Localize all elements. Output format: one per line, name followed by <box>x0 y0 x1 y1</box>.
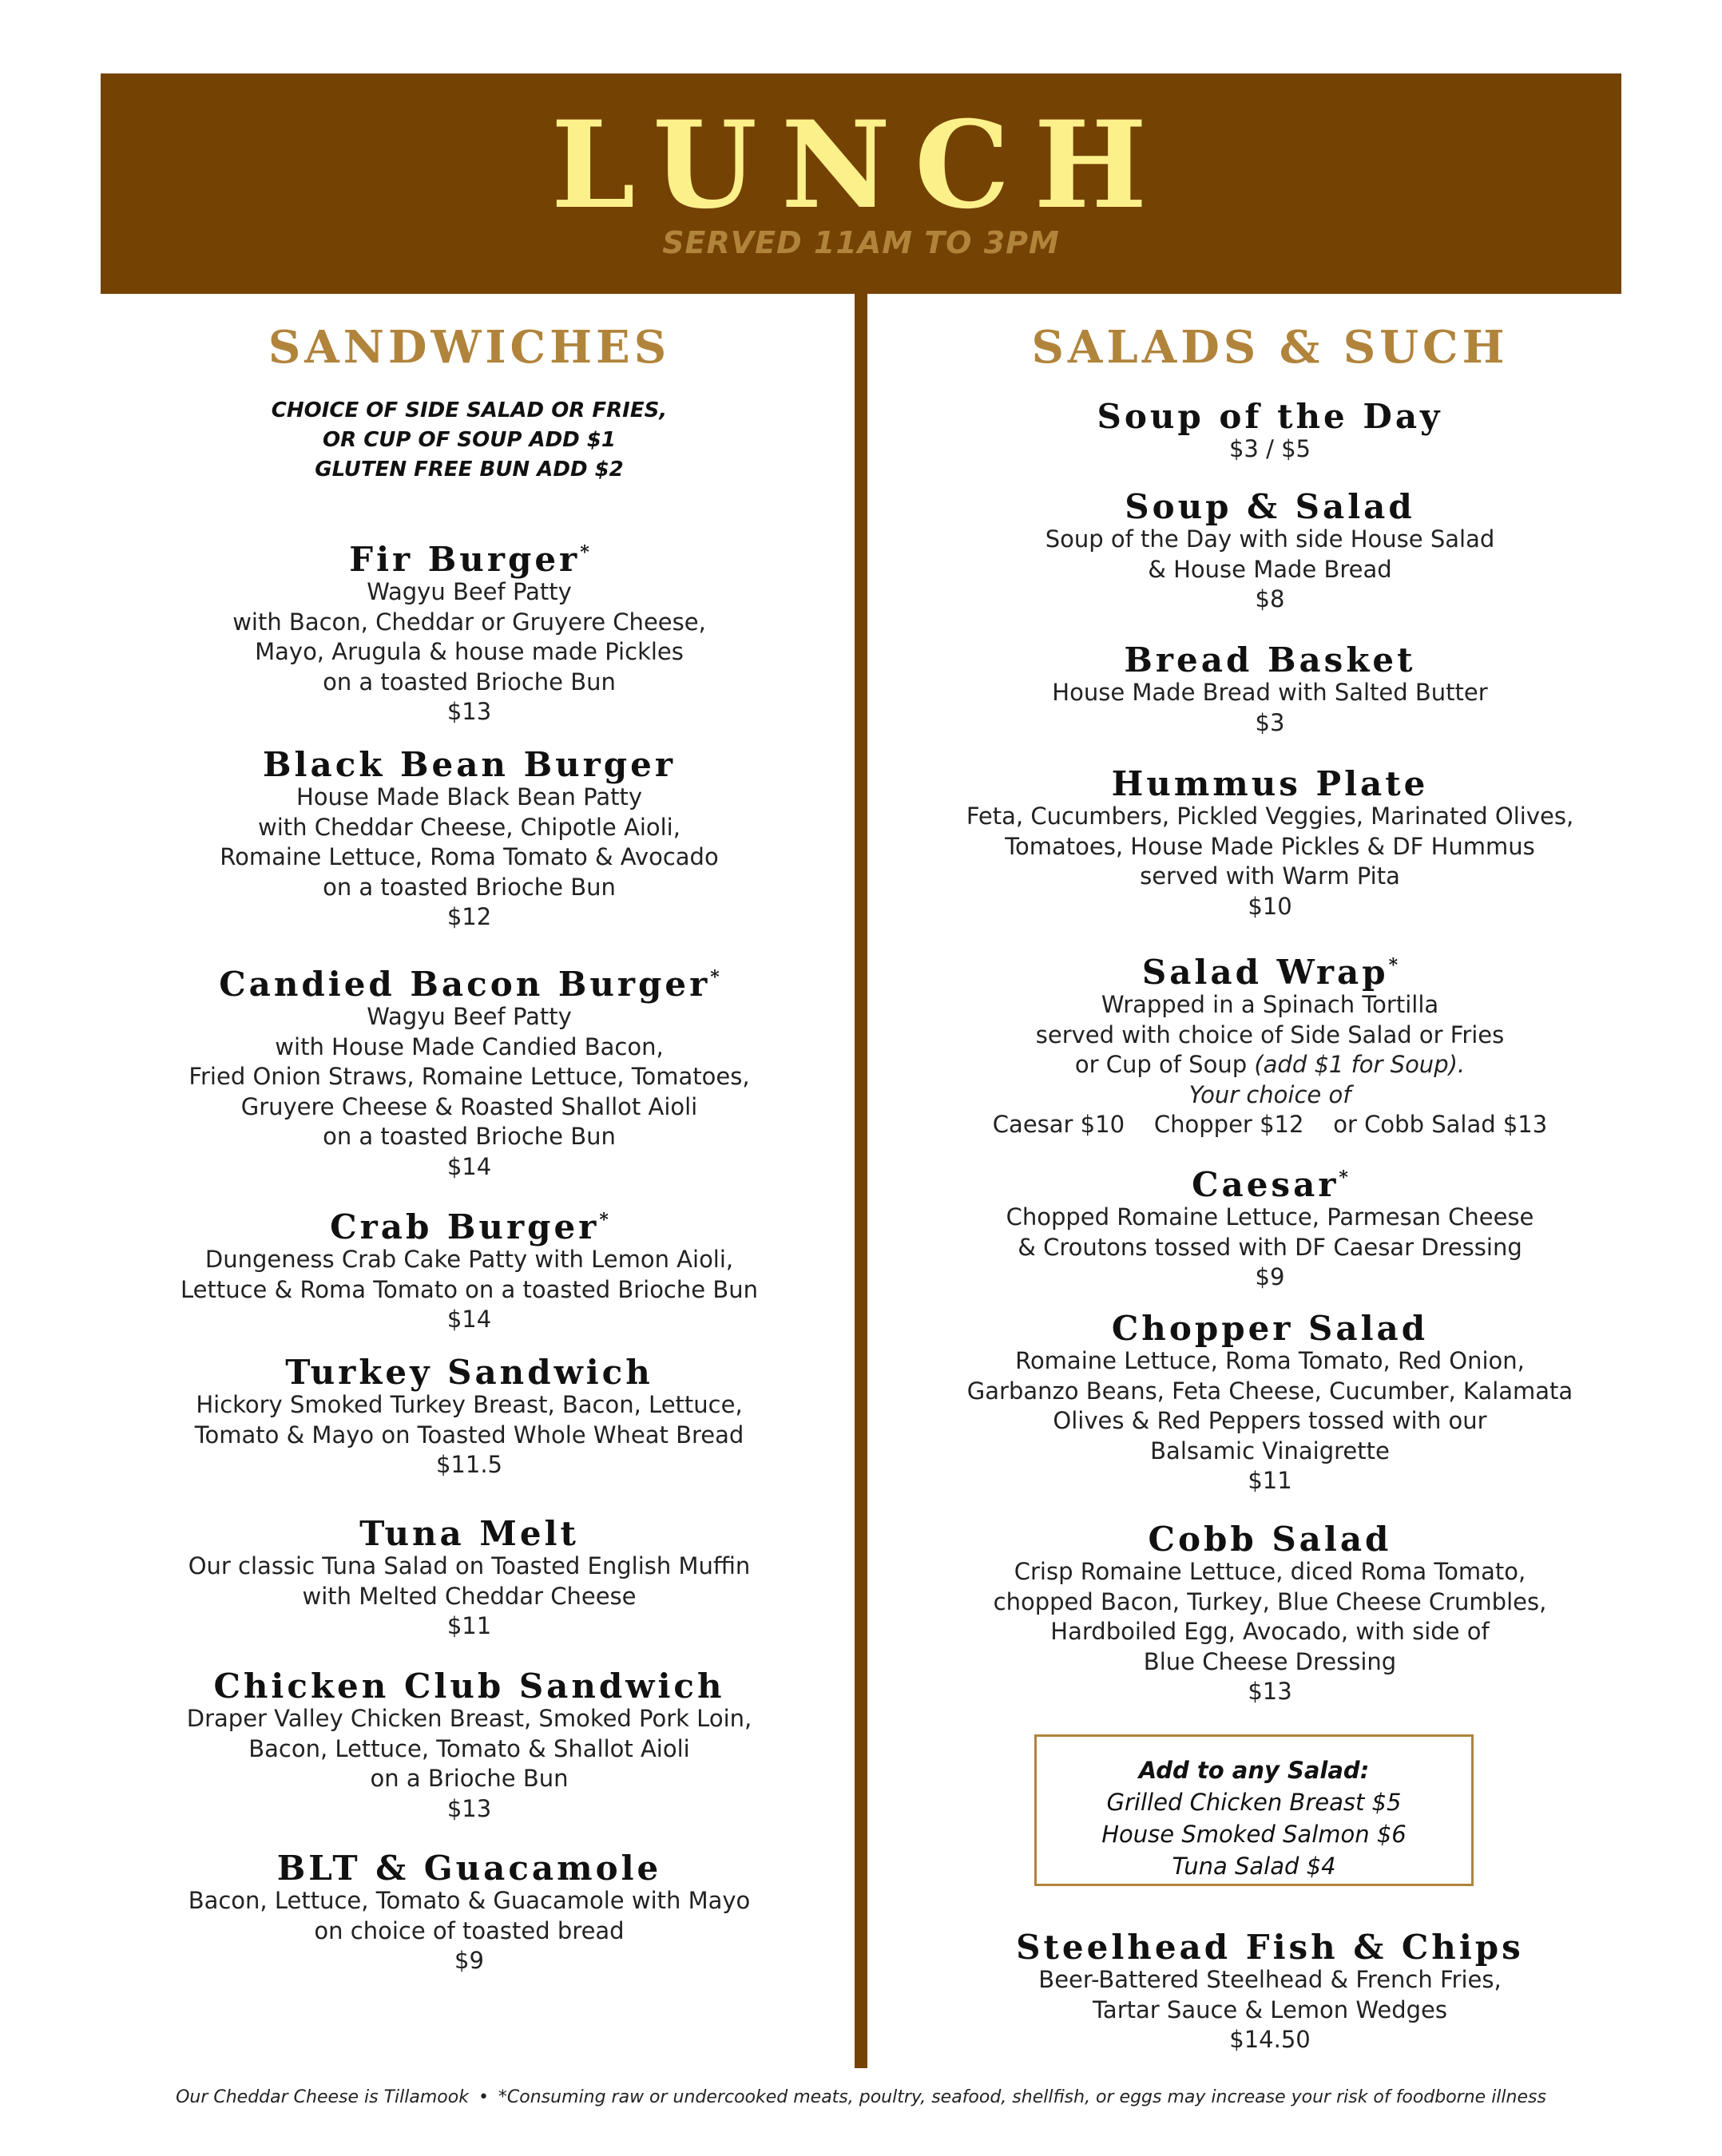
raw-warning-star: * <box>710 967 720 988</box>
item-desc: with House Made Candied Bacon, <box>275 1032 664 1060</box>
item-name: BLT & Guacamole <box>276 1849 662 1888</box>
item-name: Fir Burger <box>349 540 581 579</box>
item-desc: Romaine Lettuce, Roma Tomato, Red Onion, <box>1015 1347 1525 1374</box>
item-name: Hummus Plate <box>1111 764 1429 803</box>
item-desc: Feta, Cucumbers, Pickled Veggies, Marinated Olives, <box>966 803 1574 830</box>
menu-item-soup-of-the-day <box>887 399 1653 465</box>
salad-addons-box <box>1034 1734 1474 1886</box>
item-desc: Gruyere Cheese & Roasted Shallot Aioli <box>240 1092 698 1120</box>
item-desc: Crisp Romaine Lettuce, diced Roma Tomato, <box>1014 1558 1526 1585</box>
item-desc: Garbanzo Beans, Feta Cheese, Cucumber, Kalamata <box>966 1377 1573 1405</box>
item-name: Tuna Melt <box>359 1514 579 1553</box>
item-desc: on a toasted Brioche Bun <box>323 873 616 901</box>
item-name: Soup & Salad <box>1125 487 1415 526</box>
addons-title: Add to any Salad: <box>1138 1757 1370 1784</box>
item-desc: Beer-Battered Steelhead & French Fries, <box>1038 1966 1502 1993</box>
item-desc <box>887 1050 1653 1080</box>
raw-warning-star: * <box>580 542 589 563</box>
item-price: $14 <box>446 1306 492 1333</box>
item-price: $14 <box>446 1152 492 1180</box>
menu-item-soup-salad <box>887 489 1653 615</box>
menu-item-salad-wrap <box>887 948 1653 1140</box>
sandwich-notes <box>88 396 851 485</box>
item-desc: Lettuce & Roma Tomato on a toasted Brioche Bun <box>181 1275 758 1303</box>
item-desc: Tartar Sauce & Lemon Wedges <box>1093 1995 1447 2023</box>
item-price: $3 / $5 <box>1228 435 1311 462</box>
item-desc: House Made Bread with Salted Butter <box>1052 679 1488 706</box>
menu-item-chopper-salad <box>887 1311 1653 1496</box>
item-desc: Bacon, Lettuce, Tomato & Guacamole with Mayo <box>188 1887 751 1914</box>
item-name: Crab Burger <box>330 1207 600 1246</box>
raw-warning-star: * <box>599 1210 609 1231</box>
item-desc: Tomatoes, House Made Pickles & DF Hummus <box>1005 832 1535 860</box>
menu-item-turkey-sandwich <box>88 1355 851 1480</box>
menu-item-candied-bacon-burger <box>88 960 851 1182</box>
menu-item-tuna-melt <box>88 1516 851 1642</box>
item-price: $9 <box>454 1947 484 1974</box>
item-desc: Wagyu Beef Patty <box>367 578 572 605</box>
item-price: $10 <box>1248 892 1292 920</box>
item-name: Cobb Salad <box>1148 1520 1392 1559</box>
item-price: $11.5 <box>435 1451 503 1478</box>
menu-item-steelhead-fish-chips <box>887 1930 1653 2055</box>
item-desc: Tomato & Mayo on Toasted Whole Wheat Bread <box>194 1421 744 1449</box>
item-desc: chopped Bacon, Turkey, Blue Cheese Crumbles, <box>993 1587 1547 1615</box>
item-desc: Romaine Lettuce, Roma Tomato & Avocado <box>220 843 719 870</box>
item-price: $3 <box>1255 708 1285 736</box>
item-price: $12 <box>446 903 492 930</box>
item-desc: Wagyu Beef Patty <box>367 1003 572 1030</box>
item-desc: Blue Cheese Dressing <box>1143 1647 1397 1675</box>
column-divider <box>855 294 867 2068</box>
item-desc: Balsamic Vinaigrette <box>1150 1437 1390 1464</box>
wrap-options: Caesar $10 Chopper $12 or Cobb Salad $13 <box>992 1111 1548 1138</box>
item-name: Chicken Club Sandwich <box>213 1667 725 1706</box>
item-desc: Wrapped in a Spinach Tortilla <box>1101 991 1439 1018</box>
item-desc: with Bacon, Cheddar or Gruyere Cheese, <box>232 608 706 636</box>
item-desc: Draper Valley Chicken Breast, Smoked Pork Loin, <box>186 1705 752 1732</box>
item-desc: on a Brioche Bun <box>370 1765 569 1792</box>
item-desc: with Cheddar Cheese, Chipotle Aioli, <box>258 813 680 841</box>
item-desc: Chopped Romaine Lettuce, Parmesan Cheese <box>1006 1203 1534 1231</box>
menu-item-hummus-plate <box>887 764 1653 921</box>
item-name: Candied Bacon Burger <box>219 965 711 1004</box>
menu-item-fir-burger <box>88 535 851 727</box>
item-desc: Soup of the Day with side House Salad <box>1045 525 1495 553</box>
item-name: Black Bean Burger <box>263 745 676 784</box>
item-price: $11 <box>1248 1467 1292 1494</box>
item-name: Steelhead Fish & Chips <box>1016 1928 1524 1967</box>
addon-option: House Smoked Salmon $6 <box>1101 1821 1407 1848</box>
item-name: Salad Wrap <box>1141 953 1389 992</box>
item-desc: Dungeness Crab Cake Patty with Lemon Aioli, <box>204 1246 734 1273</box>
menu-title: LUNCH <box>550 95 1172 236</box>
item-desc: Mayo, Arugula & house made Pickles <box>255 638 684 665</box>
salads-heading: SALADS & SUCH <box>1031 321 1509 374</box>
consumer-advisory: *Consuming raw or undercooked meats, poultry, seafood, shellfish, or eggs may increase your risk of foodborne illness <box>498 2087 1546 2107</box>
item-desc: Our classic Tuna Salad on Toasted English Muffin <box>188 1552 751 1579</box>
item-price: $13 <box>1248 1678 1292 1705</box>
item-desc: served with choice of Side Salad or Fries <box>1035 1021 1505 1048</box>
sandwiches-heading: SANDWICHES <box>268 321 671 374</box>
footer-disclaimer <box>0 2087 1722 2107</box>
item-desc: House Made Black Bean Patty <box>296 783 642 810</box>
item-desc: & House Made Bread <box>1148 555 1392 583</box>
menu-item-caesar <box>887 1160 1653 1293</box>
menu-item-black-bean-burger <box>88 747 851 933</box>
raw-warning-star: * <box>1388 955 1399 976</box>
item-desc: Olives & Red Peppers tossed with our <box>1053 1407 1487 1434</box>
item-desc: Fried Onion Straws, Romaine Lettuce, Tomatoes, <box>188 1063 750 1090</box>
soup-option-text: or Cup of Soup <box>1074 1051 1255 1078</box>
item-price: $13 <box>446 1794 492 1822</box>
item-name: Turkey Sandwich <box>285 1353 653 1392</box>
addon-option: Tuna Salad $4 <box>1172 1853 1336 1880</box>
item-desc: Hardboiled Egg, Avocado, with side of <box>1050 1618 1490 1645</box>
menu-item-blt-guacamole <box>88 1851 851 1976</box>
item-name: Chopper Salad <box>1111 1309 1429 1348</box>
item-desc: on choice of toasted bread <box>314 1916 625 1944</box>
item-price: $11 <box>446 1612 492 1639</box>
item-desc: & Croutons tossed with DF Caesar Dressing <box>1018 1233 1522 1261</box>
raw-warning-star: * <box>1339 1167 1348 1188</box>
addon-option: Grilled Chicken Breast $5 <box>1106 1789 1402 1816</box>
note-line: GLUTEN FREE BUN ADD $2 <box>315 458 624 482</box>
item-desc: Bacon, Lettuce, Tomato & Shallot Aioli <box>248 1734 690 1762</box>
menu-item-bread-basket <box>887 640 1653 738</box>
item-price: $8 <box>1255 585 1285 612</box>
item-desc: served with Warm Pita <box>1140 862 1400 890</box>
item-price: $13 <box>446 698 492 725</box>
note-line: CHOICE OF SIDE SALAD OR FRIES, <box>271 398 668 422</box>
item-desc: with Melted Cheddar Cheese <box>302 1582 637 1610</box>
choice-label: Your choice of <box>1188 1080 1351 1108</box>
bullet-separator: • <box>478 2087 489 2107</box>
item-desc: on a toasted Brioche Bun <box>323 1123 616 1150</box>
item-desc: on a toasted Brioche Bun <box>323 668 616 696</box>
menu-item-cobb-salad <box>887 1522 1653 1707</box>
soup-upcharge: (add $1 for Soup). <box>1254 1051 1466 1078</box>
item-name: Caesar <box>1192 1165 1339 1204</box>
item-name: Bread Basket <box>1124 640 1416 680</box>
menu-item-chicken-club <box>88 1669 851 1824</box>
item-price: $14.50 <box>1229 2026 1311 2053</box>
service-hours: SERVED 11AM TO 3PM <box>662 225 1060 260</box>
item-name: Soup of the Day <box>1097 397 1443 436</box>
cheese-note: Our Cheddar Cheese is Tillamook <box>176 2087 469 2107</box>
item-desc: Hickory Smoked Turkey Breast, Bacon, Lettuce, <box>196 1391 743 1418</box>
item-price: $9 <box>1255 1263 1285 1290</box>
header-banner <box>101 73 1621 294</box>
menu-item-crab-burger <box>88 1203 851 1335</box>
note-line: OR CUP OF SOUP ADD $1 <box>323 428 616 452</box>
sandwiches-section <box>88 319 851 2060</box>
